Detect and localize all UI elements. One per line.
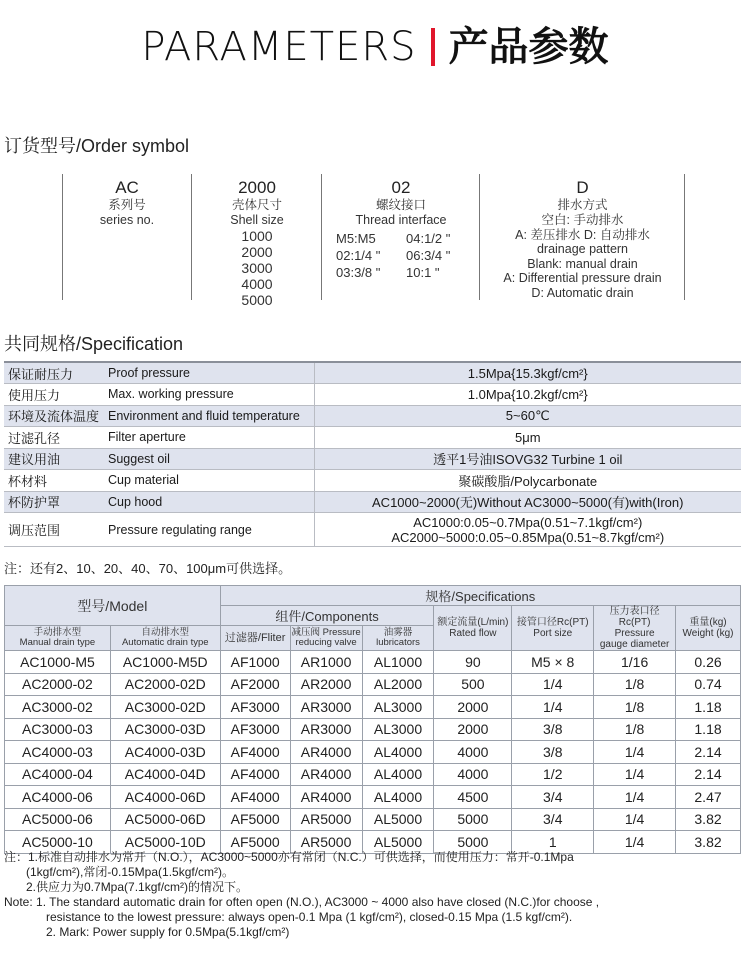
cell-port-size: 3/4	[512, 808, 594, 831]
thread-option: 06:3/4 "	[406, 248, 451, 263]
cell-port-size: 1/4	[512, 673, 594, 696]
spec-value: 1.5Mpa{15.3kgf/cm²}	[314, 362, 741, 384]
shell-size-value: 3000	[241, 260, 273, 276]
header-port-en: Port size	[533, 628, 573, 639]
thread-label-en: Thread interface	[355, 213, 447, 227]
cell-gauge-diameter: 1/8	[594, 673, 676, 696]
header-flow-cn: 额定流量(L/min)	[437, 617, 509, 628]
cell-regulator: AR3000	[290, 718, 362, 741]
header-regulator	[290, 626, 362, 651]
spec-value: 5~60℃	[314, 405, 741, 427]
model-table-body	[5, 651, 741, 854]
note-en-1b: resistance to the lowest pressure: always open-0.1 Mpa (1 kgf/cm²), closed-0.15 Mpa (1.5 kgf/cm²).	[46, 910, 573, 924]
cell-rated-flow: 500	[434, 673, 512, 696]
cell-filter: AF4000	[220, 763, 290, 786]
cell-auto-model: AC3000-02D	[110, 696, 220, 719]
drain-line: A: Differential pressure drain	[503, 271, 662, 285]
shell-label-cn: 壳体尺寸	[231, 198, 282, 212]
cell-port-size: 3/8	[512, 741, 594, 764]
cell-manual-model: AC4000-03	[5, 741, 111, 764]
spec-value: 1.0Mpa{10.2kgf/cm²}	[314, 384, 741, 406]
cell-weight: 2.47	[676, 786, 741, 809]
cell-port-size: M5 × 8	[512, 651, 594, 674]
spec-row	[4, 427, 741, 449]
header-lubricator	[362, 626, 434, 651]
header-regulator-cn: 减压阀 Pressure	[291, 627, 361, 639]
cell-auto-model: AC4000-04D	[110, 763, 220, 786]
cell-auto-model: AC1000-M5D	[110, 651, 220, 674]
spec-label-cn: 保证耐压力	[4, 362, 104, 384]
header-gauge-diameter	[594, 606, 676, 651]
cell-lubricator: AL3000	[362, 718, 434, 741]
cell-manual-model: AC2000-02	[5, 673, 111, 696]
cell-auto-model: AC5000-06D	[110, 808, 220, 831]
cell-auto-model: AC5000-10D	[110, 831, 220, 854]
spec-label-cn: 建议用油	[4, 448, 104, 470]
cell-weight: 3.82	[676, 808, 741, 831]
cell-filter: AF5000	[220, 808, 290, 831]
cell-lubricator: AL4000	[362, 763, 434, 786]
header-gauge-en: Pressure	[614, 628, 655, 639]
spec-label-cn: 环境及流体温度	[4, 405, 104, 427]
cell-weight: 1.18	[676, 718, 741, 741]
order-series-block	[62, 170, 192, 306]
cell-regulator: AR1000	[290, 651, 362, 674]
spec-label-en: Cup hood	[104, 491, 314, 513]
series-label-en: series no.	[99, 213, 155, 227]
cell-regulator: AR3000	[290, 696, 362, 719]
spec-value: 5μm	[314, 427, 741, 449]
header-auto-en: Automatic drain type	[121, 637, 209, 649]
order-shell-block	[192, 170, 322, 306]
order-drain-block	[480, 170, 685, 306]
header-port-size	[512, 606, 594, 651]
cell-filter: AF1000	[220, 651, 290, 674]
note-cn-1b: (1kgf/cm²),常闭-0.15Mpa(1.5kgf/cm²)。	[26, 865, 235, 879]
drain-code: D	[576, 178, 589, 197]
thread-options	[336, 230, 466, 281]
cell-rated-flow: 2000	[434, 696, 512, 719]
cell-regulator: AR4000	[290, 741, 362, 764]
header-specifications: 规格/Specifications	[220, 586, 740, 606]
table-row	[5, 718, 741, 741]
note-cn-2: 2.供应力为0.7Mpa(7.1kgf/cm²)的情况下。	[26, 880, 249, 894]
spec-label-en: Suggest oil	[104, 448, 314, 470]
cell-filter: AF5000	[220, 831, 290, 854]
thread-option: 03:3/8 "	[336, 265, 381, 280]
order-thread-block	[322, 170, 480, 306]
cell-manual-model: AC3000-03	[5, 718, 111, 741]
cell-manual-model: AC5000-10	[5, 831, 111, 854]
note-en-1: Note: 1. The standard automatic drain for often open (N.O.), AC3000 ~ 4000 also have closed (N.C.)for choose ,	[4, 895, 600, 909]
thread-option: 02:1/4 "	[336, 248, 381, 263]
cell-regulator: AR5000	[290, 831, 362, 854]
spec-row	[4, 513, 741, 547]
cell-auto-model: AC4000-03D	[110, 741, 220, 764]
cell-filter: AF3000	[220, 718, 290, 741]
cell-auto-model: AC4000-06D	[110, 786, 220, 809]
cell-rated-flow: 5000	[434, 831, 512, 854]
cell-gauge-diameter: 1/8	[594, 718, 676, 741]
cell-manual-model: AC1000-M5	[5, 651, 111, 674]
spec-label-en: Cup material	[104, 470, 314, 492]
cell-lubricator: AL4000	[362, 786, 434, 809]
cell-regulator: AR4000	[290, 763, 362, 786]
spec-value	[314, 513, 741, 547]
cell-manual-model: AC5000-06	[5, 808, 111, 831]
spec-row	[4, 362, 741, 384]
spec-label-cn: 杯防护罩	[4, 491, 104, 513]
spec-label-en: Proof pressure	[104, 362, 314, 384]
shell-size-value: 2000	[241, 244, 273, 260]
thread-label-cn: 螺纹接口	[375, 198, 426, 212]
drain-line: Blank: manual drain	[527, 256, 638, 271]
cell-gauge-diameter: 1/4	[594, 808, 676, 831]
header-manual-cn: 手动排水型	[33, 627, 82, 639]
table-row	[5, 651, 741, 674]
cell-gauge-diameter: 1/4	[594, 763, 676, 786]
cell-gauge-diameter: 1/4	[594, 741, 676, 764]
header-weight-en: Weight (kg)	[682, 628, 734, 639]
header-gauge-en: gauge diameter	[599, 639, 670, 650]
cell-lubricator: AL5000	[362, 831, 434, 854]
cell-rated-flow: 5000	[434, 808, 512, 831]
note-cn-1: 注：1.标准自动排水为常开（N.O.），AC3000~5000亦有常闭（N.C.）可供选择，而使用压力：常开-0.1Mpa	[4, 850, 574, 864]
cell-weight: 2.14	[676, 763, 741, 786]
cell-manual-model: AC3000-02	[5, 696, 111, 719]
header-regulator-en: reducing valve	[295, 637, 357, 649]
header-auto-cn: 自动排水型	[141, 627, 190, 639]
spec-value: AC1000~2000(无)Without AC3000~5000(有)with(Iron)	[314, 491, 741, 513]
filter-note: 注：还有2、10、20、40、70、100μm可供选择。	[4, 561, 292, 576]
spec-value: 聚碳酸脂/Polycarbonate	[314, 470, 741, 492]
specification-table	[4, 361, 741, 547]
specification-heading: 共同规格/Specification	[4, 334, 184, 354]
series-label-cn: 系列号	[108, 198, 146, 212]
spec-value: 透平1号油ISOVG32 Turbine 1 oil	[314, 448, 741, 470]
cell-lubricator: AL5000	[362, 808, 434, 831]
cell-lubricator: AL2000	[362, 673, 434, 696]
spec-label-cn: 使用压力	[4, 384, 104, 406]
table-row	[5, 696, 741, 719]
spec-value-line: AC2000~5000:0.05~0.85Mpa(0.51~8.7kgf/cm²)	[391, 529, 665, 545]
cell-port-size: 3/8	[512, 718, 594, 741]
spec-row	[4, 491, 741, 513]
model-table	[4, 585, 741, 854]
header-lubricator-cn: 油雾器	[383, 627, 413, 639]
cell-rated-flow: 4000	[434, 763, 512, 786]
header-weight	[676, 606, 741, 651]
table-row	[5, 763, 741, 786]
cell-filter: AF4000	[220, 741, 290, 764]
header-manual-en: Manual drain type	[19, 637, 96, 649]
cell-regulator: AR2000	[290, 673, 362, 696]
shell-size-value: 4000	[241, 276, 273, 292]
spec-row	[4, 405, 741, 427]
cell-filter: AF3000	[220, 696, 290, 719]
order-symbol-heading: 订货型号/Order symbol	[4, 136, 190, 156]
shell-size-value: 5000	[241, 292, 273, 308]
spec-label-cn: 调压范围	[4, 513, 104, 547]
drain-line: drainage pattern	[536, 242, 629, 256]
table-row	[5, 808, 741, 831]
spec-row	[4, 384, 741, 406]
footnotes	[4, 850, 744, 940]
spec-label-cn: 杯材料	[4, 470, 104, 492]
header-lubricator-en: lubricators	[376, 637, 420, 649]
spec-label-en: Max. working pressure	[104, 384, 314, 406]
thread-option: 10:1 "	[406, 265, 440, 280]
cell-lubricator: AL4000	[362, 741, 434, 764]
shell-label-en: Shell size	[230, 213, 284, 227]
cell-lubricator: AL3000	[362, 696, 434, 719]
cell-gauge-diameter: 1/16	[594, 651, 676, 674]
shell-size-value: 1000	[241, 228, 273, 244]
header-filter: 过滤器/Fliter	[220, 626, 290, 651]
cell-filter: AF2000	[220, 673, 290, 696]
cell-regulator: AR5000	[290, 808, 362, 831]
cell-rated-flow: 4500	[434, 786, 512, 809]
spec-row	[4, 470, 741, 492]
thread-code: 02	[391, 178, 411, 197]
drain-label-cn: 排水方式	[557, 198, 608, 212]
cell-port-size: 1	[512, 831, 594, 854]
header-auto-drain	[110, 626, 220, 651]
cell-rated-flow: 4000	[434, 741, 512, 764]
header-gauge-cn: 压力表口径Rc(PT)	[609, 606, 660, 628]
cell-port-size: 1/4	[512, 696, 594, 719]
header-rated-flow	[434, 606, 512, 651]
spec-row	[4, 448, 741, 470]
drain-line: A: 差压排水 D: 自动排水	[515, 227, 650, 242]
spec-label-en: Environment and fluid temperature	[104, 405, 314, 427]
cell-gauge-diameter: 1/4	[594, 786, 676, 809]
cell-manual-model: AC4000-06	[5, 786, 111, 809]
drain-line: 空白: 手动排水	[541, 213, 624, 227]
cell-weight: 0.74	[676, 673, 741, 696]
header-flow-en: Rated flow	[449, 628, 497, 639]
cell-rated-flow: 2000	[434, 718, 512, 741]
header-components: 组件/Components	[220, 606, 434, 626]
cell-auto-model: AC3000-03D	[110, 718, 220, 741]
title-divider	[431, 28, 435, 66]
table-row	[5, 741, 741, 764]
cell-rated-flow: 90	[434, 651, 512, 674]
spec-label-en: Pressure regulating range	[104, 513, 314, 547]
spec-value-line: AC1000:0.05~0.7Mpa(0.51~7.1kgf/cm²)	[413, 514, 643, 530]
title-english: PARAMETERS	[141, 24, 417, 70]
cell-filter: AF4000	[220, 786, 290, 809]
thread-option: M5:M5	[336, 231, 376, 246]
cell-regulator: AR4000	[290, 786, 362, 809]
cell-auto-model: AC2000-02D	[110, 673, 220, 696]
cell-weight: 3.82	[676, 831, 741, 854]
spec-label-cn: 过滤孔径	[4, 427, 104, 449]
header-port-cn: 接管口径Rc(PT)	[516, 617, 589, 628]
table-row	[5, 673, 741, 696]
cell-weight: 2.14	[676, 741, 741, 764]
header-manual-drain	[5, 626, 111, 651]
cell-port-size: 1/2	[512, 763, 594, 786]
page-title	[0, 22, 750, 72]
cell-lubricator: AL1000	[362, 651, 434, 674]
cell-weight: 0.26	[676, 651, 741, 674]
shell-code: 2000	[238, 178, 276, 197]
cell-gauge-diameter: 1/4	[594, 831, 676, 854]
thread-option: 04:1/2 "	[406, 231, 451, 246]
note-en-2: 2. Mark: Power supply for 0.5Mpa(5.1kgf/cm²)	[46, 925, 290, 939]
cell-port-size: 3/4	[512, 786, 594, 809]
divider	[62, 174, 63, 300]
cell-gauge-diameter: 1/8	[594, 696, 676, 719]
cell-manual-model: AC4000-04	[5, 763, 111, 786]
divider	[684, 174, 685, 300]
cell-weight: 1.18	[676, 696, 741, 719]
title-chinese: 产品参数	[448, 24, 609, 70]
table-row	[5, 786, 741, 809]
header-model: 型号/Model	[5, 586, 221, 626]
header-weight-cn: 重量(kg)	[689, 617, 727, 628]
drain-line: D: Automatic drain	[531, 285, 634, 300]
spec-label-en: Filter aperture	[104, 427, 314, 449]
series-code: AC	[115, 178, 139, 197]
